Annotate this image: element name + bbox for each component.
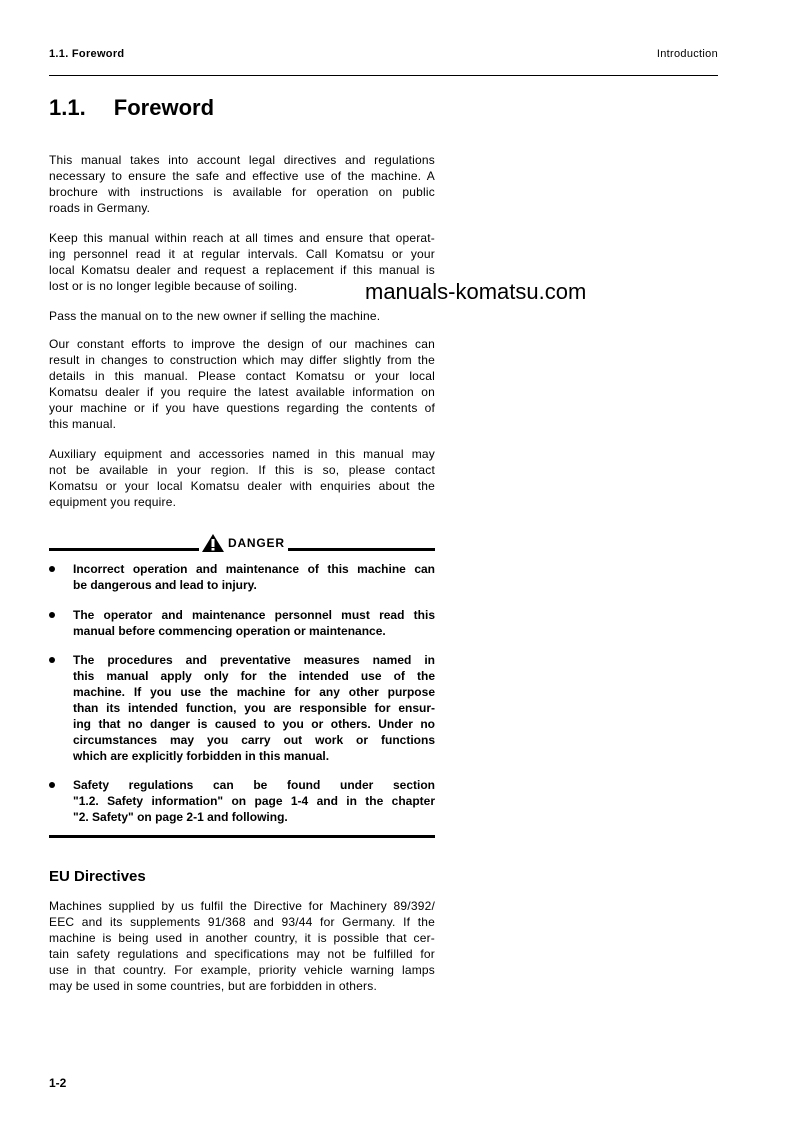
text-line: "2. Safety" on page 2-1 and following.	[73, 810, 288, 824]
text-line: This manual takes into account legal directives and regulations	[49, 153, 435, 167]
body-paragraph	[49, 230, 435, 294]
text-line: EEC and its supplements 91/368 and 93/44 for Germany. If the	[49, 915, 435, 929]
warning-triangle-icon	[202, 534, 224, 552]
text-line: The operator and maintenance personnel must read this	[73, 608, 435, 622]
text-line: tain safety regulations and specifications may not be fulfilled for	[49, 947, 435, 961]
text-line: ing that no danger is caused to you or others. Under no	[73, 717, 435, 731]
text-line: local Komatsu dealer and request a replacement if this manual is	[49, 263, 435, 277]
text-line: Pass the manual on to the new owner if selling the machine.	[49, 309, 381, 323]
text-line: not be available in your region. If this is so, please contact	[49, 463, 435, 477]
text-line: result in changes to construction which may differ slightly from the	[49, 353, 435, 367]
danger-rule-left	[49, 548, 199, 551]
text-line: machine is being used in another country, it is possible that cer-	[49, 931, 435, 945]
danger-bullet	[49, 561, 435, 593]
text-line: manual before commencing operation or maintenance.	[73, 624, 386, 638]
body-paragraph	[49, 152, 435, 216]
body-paragraph	[49, 446, 435, 510]
text-line: Komatsu or your local Komatsu dealer with enquiries about the	[49, 479, 435, 493]
text-line: lost or is no longer legible because of soiling.	[49, 279, 298, 293]
text-line: than its intended function, you are responsible for ensur-	[73, 701, 435, 715]
body-paragraph	[49, 336, 435, 432]
text-line: brochure with instructions is available for operation on public	[49, 185, 435, 199]
text-line: which are explicitly forbidden in this manual.	[73, 749, 330, 763]
text-line: Auxiliary equipment and accessories named in this manual may	[49, 447, 435, 461]
danger-label	[199, 534, 288, 552]
text-line: be dangerous and lead to injury.	[73, 578, 257, 592]
text-line: this manual.	[49, 417, 117, 431]
text-line: details in this manual. Please contact Komatsu or your local	[49, 369, 435, 383]
page-title: 1.1. Foreword	[49, 95, 215, 120]
danger-bullet	[49, 607, 435, 639]
text-line: The procedures and preventative measures named in	[73, 653, 435, 667]
eu-directives-paragraph	[49, 898, 435, 994]
bullet-dot-icon	[49, 612, 55, 618]
text-line: Our constant efforts to improve the design of our machines can	[49, 337, 435, 351]
text-line: your machine or if you have questions regarding the contents of	[49, 401, 435, 415]
danger-rule-right	[285, 548, 435, 551]
header-rule	[49, 75, 718, 76]
text-line: Keep this manual within reach at all times and ensure that operat-	[49, 231, 435, 245]
text-line: necessary to ensure the safe and effective use of the machine. A	[49, 169, 435, 183]
danger-bullet	[49, 652, 435, 764]
page-number: 1-2	[49, 1076, 67, 1090]
danger-header	[49, 533, 435, 555]
text-line: equipment you require.	[49, 495, 177, 509]
bullet-dot-icon	[49, 566, 55, 572]
eu-directives-heading: EU Directives	[49, 868, 146, 885]
danger-bullet	[49, 777, 435, 825]
danger-text: DANGER	[228, 536, 285, 550]
text-line: Machines supplied by us fulfil the Directive for Machinery 89/392/	[49, 899, 435, 913]
danger-bottom-rule	[49, 835, 435, 838]
text-line: may be used in some countries, but are forbidden in others.	[49, 979, 377, 993]
text-line: circumstances may you carry out work or functions	[73, 733, 435, 747]
text-line: Incorrect operation and maintenance of this machine can	[73, 562, 435, 576]
text-line: ing personnel read it at regular intervals. Call Komatsu or your	[49, 247, 435, 261]
text-line: Safety regulations can be found under section	[73, 778, 435, 792]
bullet-dot-icon	[49, 657, 55, 663]
text-line: Komatsu dealer if you require the latest available information on	[49, 385, 435, 399]
text-line: machine. If you use the machine for any other purpose	[73, 685, 435, 699]
watermark: manuals-komatsu.com	[365, 279, 587, 304]
running-header-chapter: Introduction	[656, 48, 718, 60]
running-header-section: 1.1. Foreword	[49, 48, 125, 60]
body-paragraph	[49, 308, 435, 324]
bullet-dot-icon	[49, 782, 55, 788]
text-line: use in that country. For example, priority vehicle warning lamps	[49, 963, 435, 977]
text-line: this manual apply only for the intended use of the	[73, 669, 435, 683]
text-line: "1.2. Safety information" on page 1-4 and in the chapter	[73, 794, 435, 808]
text-line: roads in Germany.	[49, 201, 151, 215]
